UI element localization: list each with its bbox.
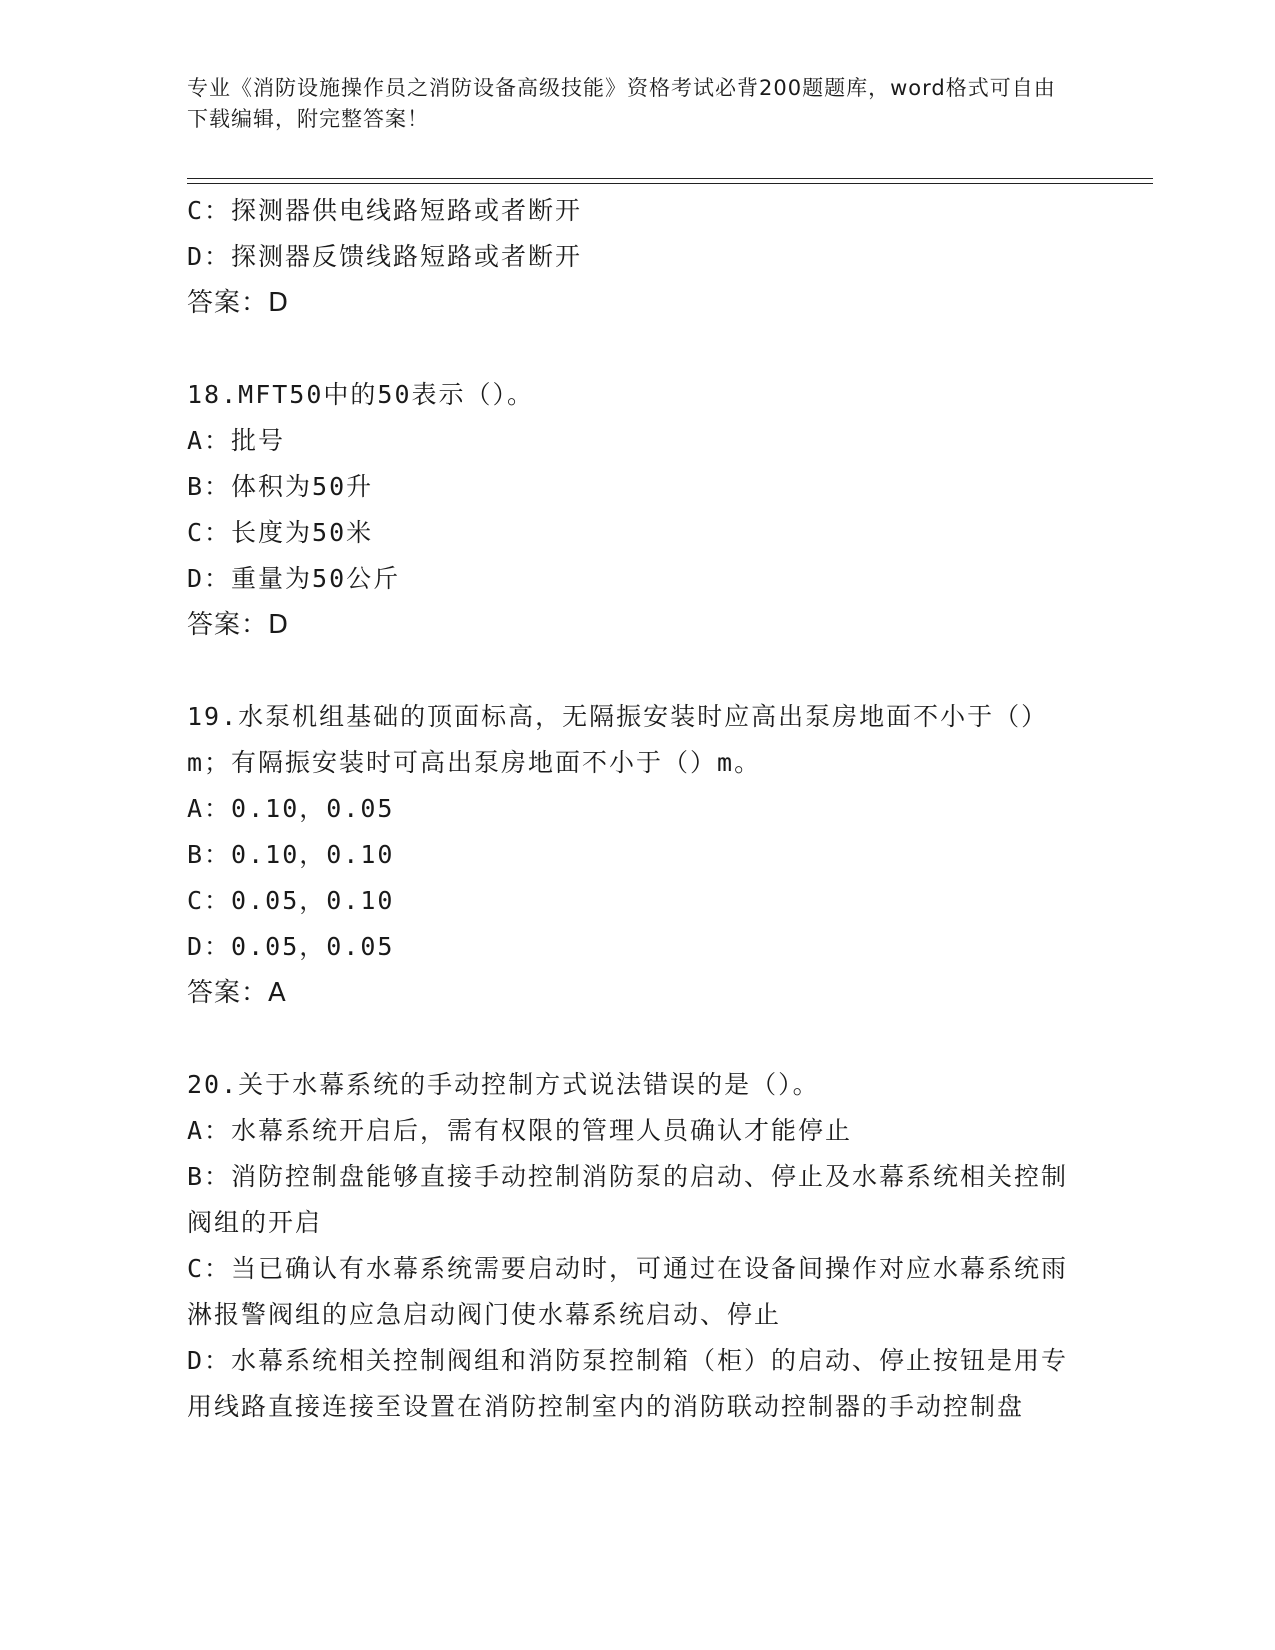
- answer-label: 答案：: [187, 610, 269, 640]
- question-stem: 19.水泵机组基础的顶面标高，无隔振安装时应高出泵房地面不小于（）m；有隔振安装时可高出泵房地面不小于（）m。: [187, 702, 1049, 777]
- option-d: D：水幕系统相关控制阀组和消防泵控制箱（柜）的启动、停止按钮是用专用线路直接连接至设置在消防控制室内的消防联动控制器的手动控制盘: [187, 1346, 1069, 1421]
- question-20: [187, 1062, 1092, 1430]
- question-19: [187, 694, 1092, 1016]
- option-b: B：体积为50升: [187, 472, 374, 501]
- header-rule-top: [187, 178, 1153, 179]
- answer-line: [187, 602, 1092, 648]
- header-rule-bottom: [187, 183, 1153, 184]
- question-content: [187, 188, 1092, 1430]
- question-18: [187, 372, 1092, 648]
- continued-question: [187, 188, 1092, 326]
- answer-value: D: [268, 610, 290, 640]
- option-c: C：0.05，0.10: [187, 886, 395, 915]
- answer-line: [187, 280, 1092, 326]
- option-c: C：当已确认有水幕系统需要启动时，可通过在设备间操作对应水幕系统雨淋报警阀组的应急启动阀门使水幕系统启动、停止: [187, 1254, 1069, 1329]
- option-d: D：重量为50公斤: [187, 564, 401, 593]
- option-b: B：消防控制盘能够直接手动控制消防泵的启动、停止及水幕系统相关控制阀组的开启: [187, 1162, 1069, 1237]
- option-a: A：水幕系统开启后，需有权限的管理人员确认才能停止: [187, 1116, 853, 1145]
- option-a: A：批号: [187, 426, 286, 455]
- answer-value: A: [268, 978, 287, 1008]
- answer-line: [187, 970, 1092, 1016]
- answer-label: 答案：: [187, 978, 269, 1008]
- option-a: A：0.10，0.05: [187, 794, 395, 823]
- answer-label: 答案：: [187, 288, 269, 318]
- question-stem: 20.关于水幕系统的手动控制方式说法错误的是（）。: [187, 1070, 820, 1099]
- option-c: C：长度为50米: [187, 518, 374, 547]
- option-d: D：0.05，0.05: [187, 932, 395, 961]
- option-b: B：0.10，0.10: [187, 840, 395, 869]
- document-header: 专业《消防设施操作员之消防设备高级技能》资格考试必背200题题库，word格式可自由下载编辑，附完整答案！: [187, 76, 1056, 131]
- option-c: C：探测器供电线路短路或者断开: [187, 196, 583, 225]
- answer-value: D: [268, 288, 290, 318]
- question-stem: 18.MFT50中的50表示（）。: [187, 380, 535, 409]
- option-d: D：探测器反馈线路短路或者断开: [187, 242, 583, 271]
